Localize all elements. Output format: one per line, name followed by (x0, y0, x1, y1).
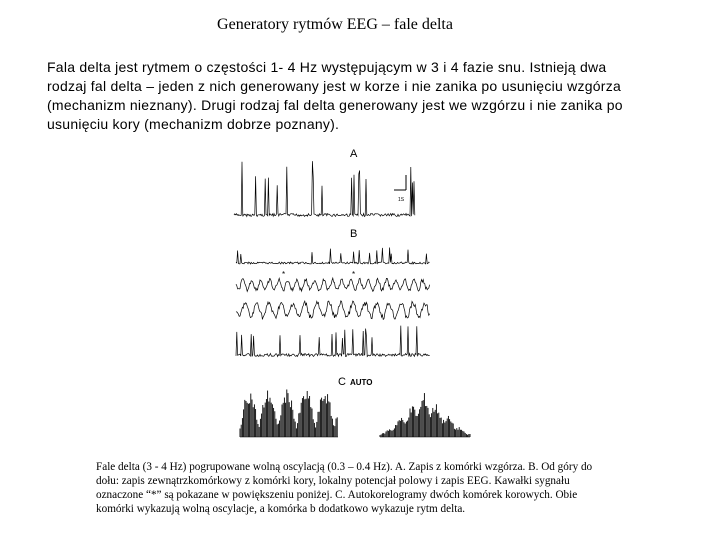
panel-b-label: B (350, 228, 358, 240)
star-mark-2: * (352, 270, 356, 279)
figure-caption: Fale delta (3 - 4 Hz) pogrupowane wolną oscylacją (0.3 – 0.4 Hz). A. Zapis z komórki wzgórza. B. Od góry do dołu: zapis zewnątrzkomórkowy z komórki kory, lokalny potencjał polowy i zapis EEG. Kawałki sygnału oznaczone “*” są pokazane w powiększeniu poniżej. C. Autokorelogramy dwóch komórek korowych. Obie komórki wykazują wolną oscylacje, a komórka b dodatkowo wykazuje rytm delta. (96, 461, 593, 515)
intro-paragraph: Fala delta jest rytmem o częstości 1- 4 Hz występującym w 3 i 4 fazie snu. Istnieją dwa rodzaj fal delta – jeden z nich generowany jest w korze i nie zanika po usunięciu wzgórza (mechanizm nieznany). Drugi rodzaj fal delta generowany jest we wzgórzu i nie zanika po usunięciu kory (mechanizm dobrze poznany). (47, 59, 623, 132)
scale-bar-label: 1S (398, 197, 405, 203)
panel-a-label: A (350, 148, 358, 160)
page-title: Generatory rytmów EEG – fale delta (217, 16, 453, 33)
trace-line (236, 301, 430, 320)
trace-line (236, 248, 430, 265)
trace-line (234, 161, 415, 216)
trace-line (236, 326, 430, 357)
eeg-figure (230, 145, 482, 445)
scale-bar (394, 175, 406, 203)
panel-b-eeg-trace (236, 301, 430, 320)
star-mark-1: * (282, 270, 286, 279)
panel-b-field-potential-trace (236, 278, 430, 291)
panel-b-zoomed-unit-trace (236, 326, 430, 357)
panel-b-cortical-unit-trace (236, 248, 430, 265)
panel-c-label: C (338, 376, 346, 388)
trace-line (236, 278, 430, 291)
panel-a-trace (234, 161, 415, 216)
panel-c-autocorrelogram-a (240, 389, 338, 437)
auto-label: AUTO (350, 378, 373, 387)
panel-c-autocorrelogram-b (380, 393, 470, 437)
figure-svg (230, 145, 482, 445)
